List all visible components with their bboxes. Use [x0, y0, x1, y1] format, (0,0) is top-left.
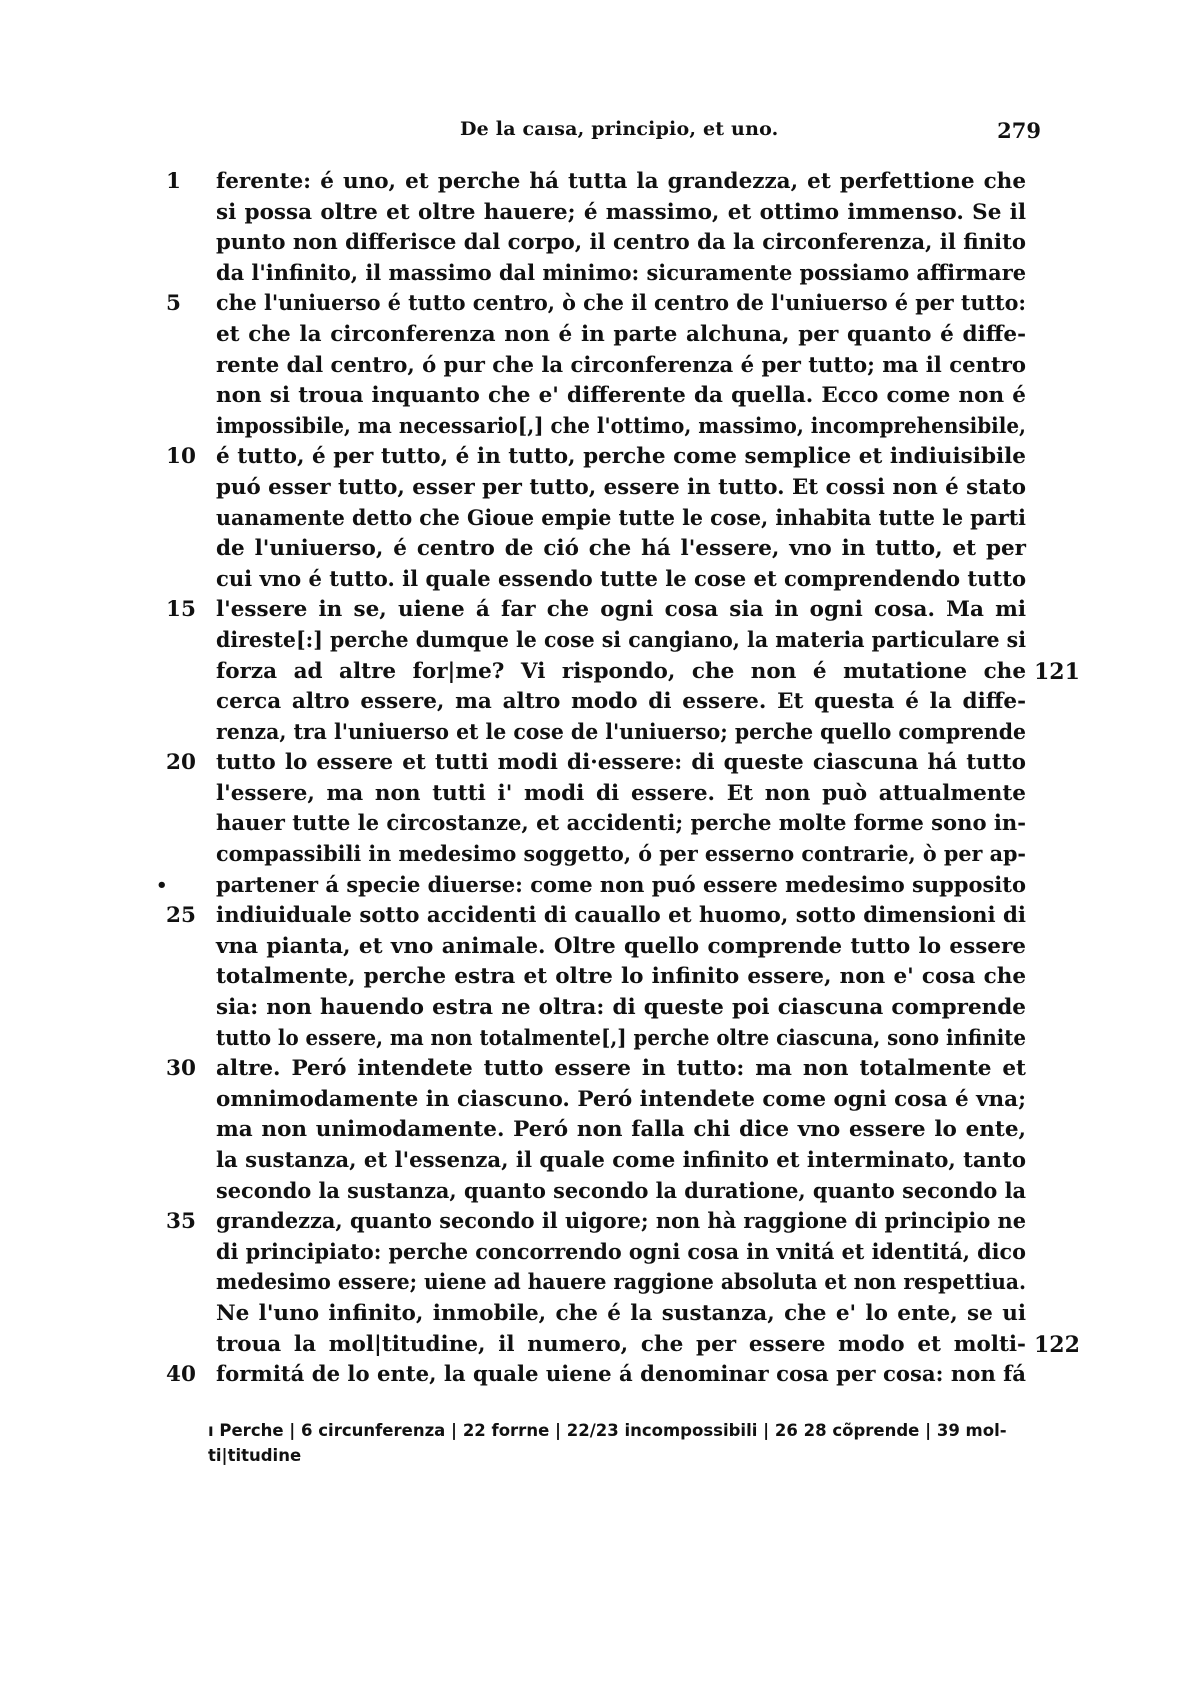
line-text: hauer tutte le circostanze, et accidenti; perche molte forme sono in- [216, 811, 1026, 837]
line-text: é tutto, é per tutto, é in tutto, perche come semplice et indiuisibile [216, 444, 1026, 470]
text-line [166, 1360, 1026, 1391]
line-number: 25 [166, 903, 196, 929]
line-text: tutto lo essere, ma non totalmente[,] perche oltre ciascuna, sono infinite [216, 1025, 1026, 1051]
text-line [216, 259, 1026, 290]
line-text: renza, tra l'uniuerso et le cose de l'uniuerso; perche quello comprende [216, 719, 1026, 745]
original-page-marker: 122 [1034, 1331, 1080, 1358]
text-line [166, 901, 1026, 932]
text-line [216, 1024, 1026, 1055]
text-line [216, 1177, 1026, 1208]
text-line [216, 1268, 1026, 1299]
main-text [156, 167, 1080, 1391]
line-text: partener á specie diuerse: come non puó essere medesimo supposito [216, 872, 1026, 898]
line-number: 5 [166, 291, 181, 317]
line-text: et che la circonferenza non é in parte alchuna, per quanto é diffe- [216, 321, 1026, 347]
line-text: impossibile, ma necessario[,] che l'ottimo, massimo, incomprehensibile, [216, 413, 1026, 439]
footnote-line: ı Perche | 6 circunferenza | 22 forrne | 22/23 incompossibili | 26 28 cõprende | 39 mol- [208, 1421, 1007, 1440]
line-number: 10 [166, 444, 196, 470]
line-text: omnimodamente in ciascuno. Peró intendete come ogni cosa é vna; [216, 1086, 1026, 1112]
text-line [166, 1054, 1026, 1085]
line-text: indiuiduale sotto accidenti di cauallo et huomo, sotto dimensioni di [216, 903, 1026, 929]
text-line [216, 626, 1026, 657]
text-line [156, 871, 1026, 902]
line-text: formitá de lo ente, la quale uiene á denominar cosa per cosa: non fá [216, 1362, 1026, 1388]
text-line [166, 289, 1026, 320]
text-line [216, 565, 1026, 596]
line-number: 35 [166, 1209, 196, 1235]
text-line [216, 779, 1026, 810]
text-line [166, 748, 1026, 779]
text-line [166, 1207, 1026, 1238]
line-text: direste[:] perche dumque le cose si cangiano, la materia particulare si [216, 627, 1026, 653]
line-number: 15 [166, 597, 196, 623]
line-text: sia: non hauendo estra ne oltra: di queste poi ciascuna comprende [216, 995, 1026, 1021]
text-line [216, 1115, 1026, 1146]
text-line [216, 840, 1026, 871]
line-text: altre. Peró intendete tutto essere in tutto: ma non totalmente et [216, 1056, 1026, 1082]
original-page-marker: 121 [1034, 658, 1080, 685]
margin-bullet-mark: • [156, 874, 168, 896]
line-text: cerca altro essere, ma altro modo di essere. Et questa é la diffe- [216, 689, 1026, 715]
critical-apparatus [208, 1418, 1030, 1468]
line-text: compassibili in medesimo soggetto, ó per esserno contrarie, ò per ap- [216, 842, 1026, 868]
line-number: 40 [166, 1362, 196, 1388]
line-text: uanamente detto che Gioue empie tutte le cose, inhabita tutte le parti [216, 505, 1026, 531]
line-text: l'essere, ma non tutti i' modi di essere. Et non può attualmente [216, 780, 1026, 806]
text-line [216, 1330, 1080, 1361]
text-line [216, 473, 1026, 504]
line-text: tutto lo essere et tutti modi di·essere: di queste ciascuna há tutto [216, 750, 1026, 776]
line-text: puó esser tutto, esser per tutto, essere in tutto. Et cossi non é stato [216, 474, 1026, 500]
line-text: forza ad altre for|me? Vi rispondo, che non é mutatione che [216, 658, 1026, 684]
text-line [216, 504, 1026, 535]
text-line [216, 1146, 1026, 1177]
line-text: medesimo essere; uiene ad hauere raggione absoluta et non respettiua. [216, 1270, 1026, 1296]
line-text: totalmente, perche estra et oltre lo infinito essere, non e' cosa che [216, 964, 1026, 990]
line-text: troua la mol|titudine, il numero, che per essere modo et molti- [216, 1331, 1026, 1357]
text-line [216, 320, 1026, 351]
line-text: ma non unimodamente. Peró non falla chi dice vno essere lo ente, [216, 1117, 1026, 1143]
text-line [216, 962, 1026, 993]
text-line [216, 809, 1026, 840]
line-text: la sustanza, et l'essenza, il quale come infinito et interminato, tanto [216, 1148, 1026, 1173]
running-head: De la caısa, principio, et uno. [460, 118, 779, 140]
page-number: 279 [997, 118, 1041, 143]
text-line [216, 657, 1080, 688]
text-line [216, 198, 1026, 229]
line-text: secondo la sustanza, quanto secondo la duratione, quanto secondo la [216, 1178, 1026, 1204]
text-line [216, 381, 1026, 412]
text-line [216, 993, 1026, 1024]
line-number: 20 [166, 750, 196, 776]
text-line [216, 718, 1026, 749]
line-text: cui vno é tutto. il quale essendo tutte le cose et comprendendo tutto [216, 566, 1026, 592]
text-line [216, 1299, 1026, 1330]
line-text: che l'uniuerso é tutto centro, ò che il centro de l'uniuerso é per tutto: [216, 291, 1026, 317]
text-line [216, 1085, 1026, 1116]
text-line [216, 687, 1026, 718]
line-text: Ne l'uno infinito, inmobile, che é la sustanza, che e' lo ente, se ui [216, 1300, 1026, 1326]
line-text: punto non differisce dal corpo, il centro da la circonferenza, il finito [216, 230, 1026, 256]
line-number: 1 [166, 169, 181, 194]
line-number: 30 [166, 1056, 196, 1082]
text-line [166, 167, 1026, 198]
text-line [166, 442, 1026, 473]
line-text: l'essere in se, uiene á far che ogni cosa sia in ogni cosa. Ma mi [216, 597, 1026, 623]
line-text: non si troua inquanto che e' differente da quella. Ecco come non é [216, 383, 1026, 409]
footnote-line: ti|titudine [208, 1446, 302, 1465]
text-line [166, 595, 1026, 626]
text-line [216, 351, 1026, 382]
line-text: ferente: é uno, et perche há tutta la grandezza, et perfettione che [216, 169, 1026, 194]
line-text: si possa oltre et oltre hauere; é massimo, et ottimo immenso. Se il [216, 199, 1026, 225]
line-text: rente dal centro, ó pur che la circonferenza é per tutto; ma il centro [216, 352, 1026, 378]
text-line [216, 932, 1026, 963]
line-text: de l'uniuerso, é centro de ció che há l'essere, vno in tutto, et per [216, 536, 1026, 562]
line-text: vna pianta, et vno animale. Oltre quello comprende tutto lo essere [216, 933, 1026, 959]
line-text: grandezza, quanto secondo il uigore; non hà raggione di principio ne [216, 1209, 1026, 1235]
line-text: di principiato: perche concorrendo ogni cosa in vnitá et identitá, dico [216, 1239, 1026, 1265]
text-line [216, 1238, 1026, 1269]
text-line [216, 412, 1026, 443]
text-line [216, 534, 1026, 565]
line-text: da l'infinito, il massimo dal minimo: sicuramente possiamo affirmare [216, 260, 1026, 286]
text-line [216, 228, 1026, 259]
